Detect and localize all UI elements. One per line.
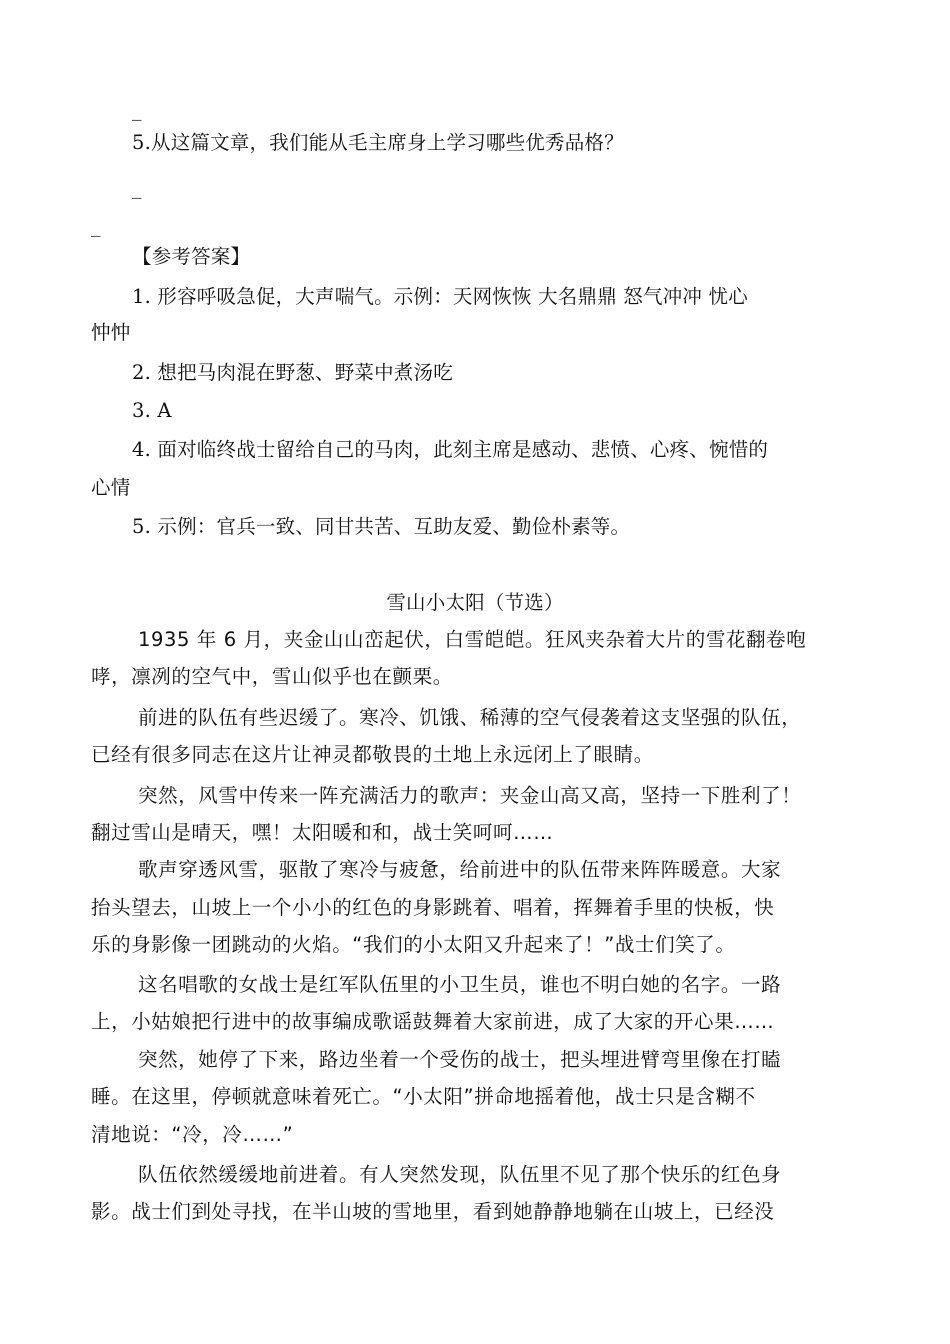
answer-5: 5. 示例：官兵一致、同甘共苦、互助友爱、勤俭朴素等。: [132, 515, 631, 538]
article-title: 雪山小太阳（节选）: [386, 591, 564, 614]
article-line: 影。战士们到处寻找，在半山坡的雪地里，看到她静静地躺在山坡上，已经没: [91, 1200, 775, 1223]
article-line: 突然，她停了下来，路边坐着一个受伤的战士，把头埋进臂弯里像在打瞌: [138, 1048, 782, 1071]
answer-blank-mark: _: [132, 99, 142, 121]
answer-blank-mark: _: [132, 177, 142, 199]
article-line: 已经有很多同志在这片让神灵都敬畏的土地上永远闭上了眼睛。: [91, 743, 654, 766]
article-line: 前进的队伍有些迟缓了。寒冷、饥饿、稀薄的空气侵袭着这支坚强的队伍，: [138, 706, 802, 729]
article-line: 哮，凛冽的空气中，雪山似乎也在颤栗。: [91, 665, 453, 688]
answer-blank-mark: _: [91, 215, 101, 237]
article-line: 清地说：“冷，冷……”: [91, 1123, 294, 1146]
article-line: 1935 年 6 月，夹金山山峦起伏，白雪皑皑。狂风夹杂着大片的雪花翻卷咆: [138, 628, 807, 651]
article-line: 翻过雪山是晴天，嘿！太阳暖和和，战士笑呵呵……: [91, 821, 554, 844]
answer-4-line-1: 4. 面对临终战士留给自己的马肉，此刻主席是感动、悲愤、心疼、惋惜的: [132, 438, 769, 461]
answer-4-line-2: 心情: [91, 476, 131, 499]
question-5: 5.从这篇文章，我们能从毛主席身上学习哪些优秀品格？: [132, 131, 624, 154]
answer-2: 2. 想把马肉混在野葱、野菜中煮汤吃: [132, 361, 453, 384]
answer-1-line-1: 1. 形容呼吸急促，大声喘气。示例：天网恢恢 大名鼎鼎 怒气冲冲 忧心: [132, 285, 748, 308]
article-line: 乐的身影像一团跳动的火焰。“我们的小太阳又升起来了！”战士们笑了。: [91, 933, 736, 956]
article-line: 突然，风雪中传来一阵充满活力的歌声：夹金山高又高，坚持一下胜利了！: [138, 784, 802, 807]
article-line: 抬头望去，山坡上一个小小的红色的身影跳着、唱着，挥舞着手里的快板，快: [91, 896, 775, 919]
answer-heading: 【参考答案】: [132, 245, 251, 268]
article-line: 睡。在这里，停顿就意味着死亡。“小太阳”拼命地摇着他，战士只是含糊不: [91, 1085, 756, 1108]
article-line: 歌声穿透风雪，驱散了寒冷与疲惫，给前进中的队伍带来阵阵暖意。大家: [138, 858, 782, 881]
answer-3: 3. A: [132, 399, 172, 422]
answer-1-line-2: 忡忡: [91, 321, 131, 344]
article-line: 队伍依然缓缓地前进着。有人突然发现，队伍里不见了那个快乐的红色身: [138, 1163, 782, 1186]
article-line: 上，小姑娘把行进中的故事编成歌谣鼓舞着大家前进，成了大家的开心果……: [91, 1010, 775, 1033]
article-line: 这名唱歌的女战士是红军队伍里的小卫生员，谁也不明白她的名字。一路: [138, 973, 782, 996]
